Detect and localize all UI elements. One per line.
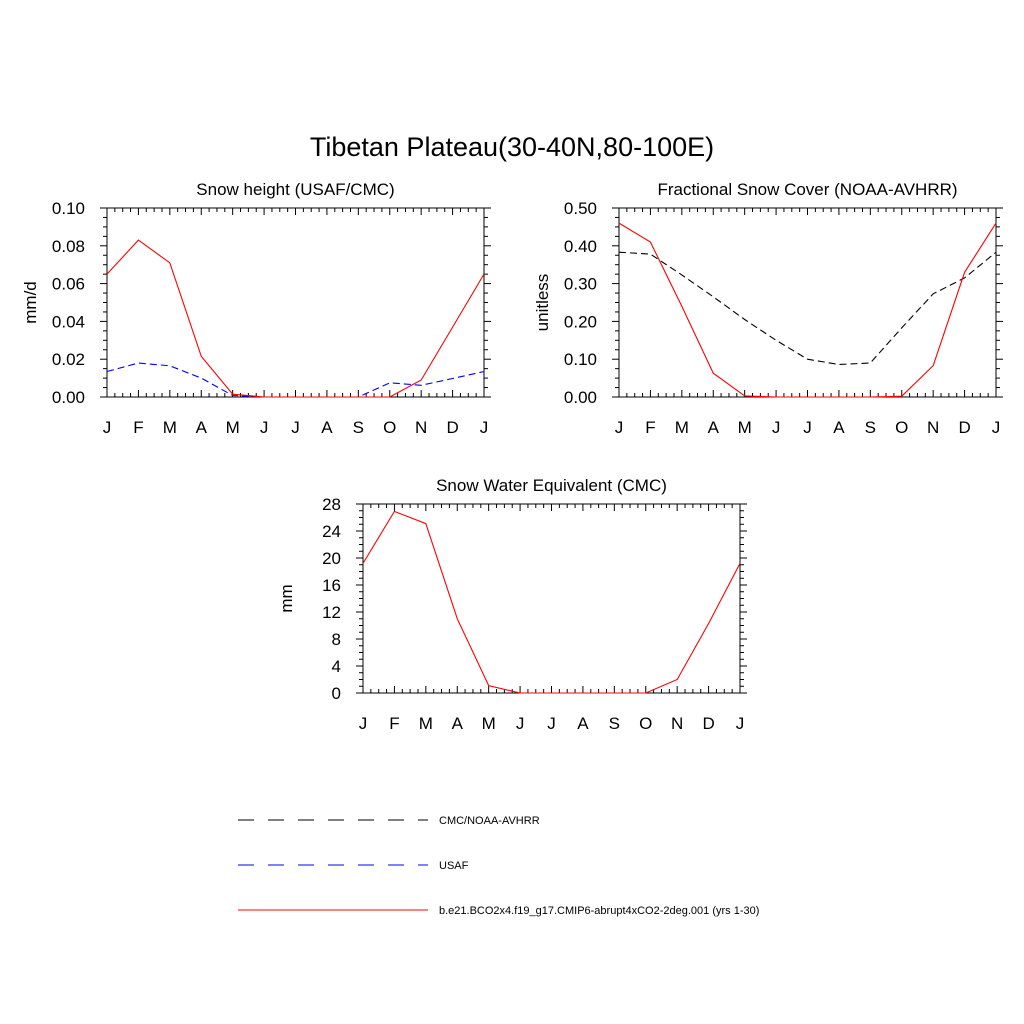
y-tick-label: 20	[322, 549, 341, 568]
x-tick-label: M	[481, 714, 496, 733]
x-tick-label: J	[547, 714, 556, 733]
y-tick-label: 24	[322, 522, 341, 541]
y-tick-label: 0.50	[563, 199, 597, 218]
x-tick-label: N	[671, 714, 684, 733]
x-tick-label: O	[639, 714, 653, 733]
x-tick-label: F	[389, 714, 400, 733]
x-tick-label: J	[803, 418, 812, 437]
legend-label: CMC/NOAA-AVHRR	[439, 815, 540, 827]
y-tick-label: 16	[322, 576, 341, 595]
panel-title: Snow height (USAF/CMC)	[196, 180, 395, 199]
x-tick-label: J	[259, 418, 269, 437]
x-tick-label: O	[383, 418, 397, 437]
y-tick-label: 0.20	[563, 312, 597, 332]
x-tick-label: J	[479, 418, 489, 437]
series-line	[107, 240, 484, 397]
x-tick-label: A	[577, 714, 589, 733]
y-tick-label: 8	[331, 630, 341, 649]
x-tick-label: M	[162, 418, 177, 437]
y-tick-label: 0	[331, 684, 341, 703]
x-tick-label: D	[702, 714, 715, 733]
panel-snow-water-equivalent	[277, 476, 747, 733]
x-tick-label: M	[737, 418, 752, 437]
y-tick-label: 28	[322, 495, 341, 514]
x-tick-label: J	[515, 714, 525, 733]
x-tick-label: J	[102, 418, 112, 437]
x-tick-label: J	[614, 418, 624, 437]
x-tick-label: F	[645, 418, 656, 437]
legend-label: b.e21.BCO2x4.f19_g17.CMIP6-abrupt4xCO2-2deg.001 (yrs 1-30)	[439, 905, 760, 917]
legend	[238, 815, 759, 917]
x-tick-label: A	[451, 714, 463, 733]
x-tick-label: S	[352, 418, 365, 437]
x-tick-label: D	[958, 418, 971, 437]
y-tick-label: 0.00	[51, 388, 85, 407]
x-tick-label: M	[418, 714, 433, 733]
panel-fractional-snow-cover	[533, 180, 1003, 437]
x-tick-label: O	[895, 418, 909, 437]
y-tick-label: 0.04	[51, 312, 85, 332]
y-tick-label: 12	[322, 603, 341, 622]
y-tick-label: 0.02	[51, 350, 85, 370]
y-tick-label: 0.06	[51, 274, 85, 294]
panel-snow-height	[21, 180, 491, 437]
figure-title: Tibetan Plateau(30-40N,80-100E)	[309, 132, 715, 162]
y-tick-label: 0.30	[563, 274, 597, 294]
x-tick-label: M	[225, 418, 240, 437]
x-tick-label: J	[991, 418, 1001, 437]
x-tick-label: J	[358, 714, 368, 733]
y-axis-label: mm	[277, 584, 296, 613]
x-tick-label: F	[133, 418, 144, 437]
x-tick-label: A	[833, 418, 845, 437]
x-tick-label: M	[674, 418, 689, 437]
x-tick-label: S	[864, 418, 877, 437]
panel-title: Snow Water Equivalent (CMC)	[436, 476, 667, 495]
series-line	[363, 511, 740, 693]
x-tick-label: J	[771, 418, 781, 437]
y-tick-label: 4	[331, 657, 341, 676]
x-tick-label: N	[927, 418, 940, 437]
y-tick-label: 0.40	[563, 236, 597, 256]
x-tick-label: J	[735, 714, 745, 733]
plot-frame	[619, 208, 996, 397]
y-tick-label: 0.08	[51, 236, 85, 256]
panel-title: Fractional Snow Cover (NOAA-AVHRR)	[657, 180, 958, 199]
x-tick-label: N	[415, 418, 428, 437]
x-tick-label: J	[291, 418, 300, 437]
x-tick-label: A	[707, 418, 719, 437]
y-tick-label: 0.10	[563, 350, 597, 370]
legend-label: USAF	[439, 860, 469, 872]
y-axis-label: mm/d	[21, 281, 40, 324]
x-tick-label: A	[321, 418, 333, 437]
x-tick-label: S	[608, 714, 621, 733]
y-tick-label: 0.10	[51, 199, 85, 218]
y-axis-label: unitless	[533, 273, 552, 332]
plot-frame	[363, 504, 740, 693]
x-tick-label: D	[446, 418, 459, 437]
series-line	[619, 223, 996, 397]
x-tick-label: A	[195, 418, 207, 437]
y-tick-label: 0.00	[563, 388, 597, 407]
